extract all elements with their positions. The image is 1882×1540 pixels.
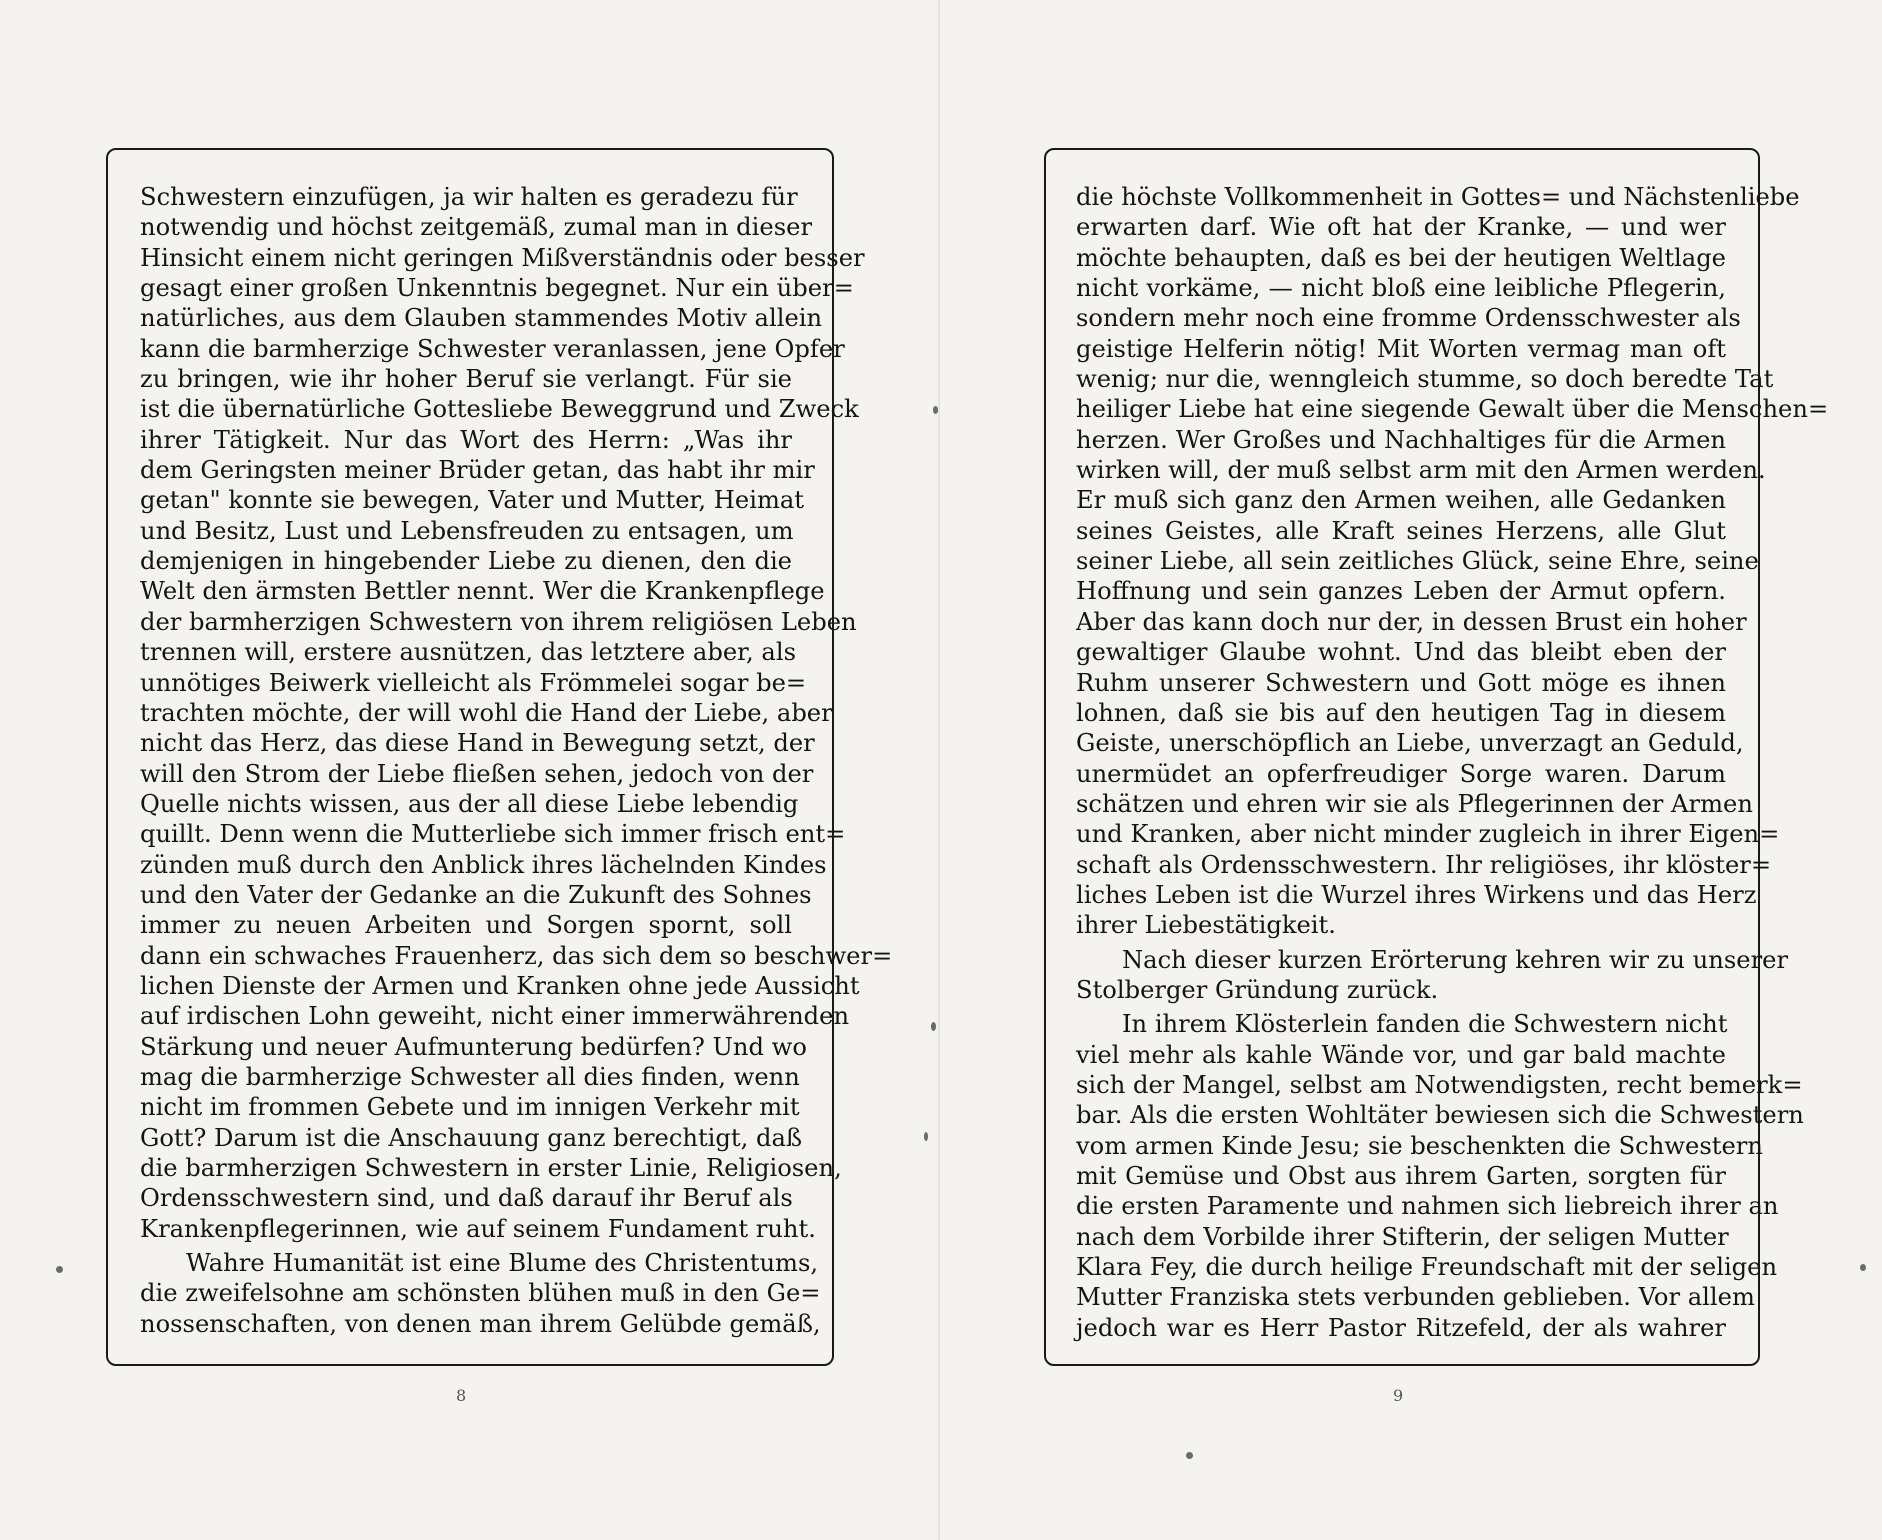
text-line: Stärkung und neuer Aufmunterung bedürfen? Und wo (140, 1032, 807, 1061)
text-line: nicht vorkäme, — nicht bloß eine leibliche Pflegerin, (1076, 274, 1726, 303)
text-line: nicht das Herz, das diese Hand in Bewegung setzt, der (140, 729, 815, 758)
paper-speck (1860, 1264, 1866, 1271)
text-line: geistige Helferin nötig! Mit Worten vermag man oft (1076, 334, 1726, 363)
text-line: die ersten Paramente und nahmen sich liebreich ihrer an (1076, 1192, 1779, 1221)
text-line: unnötiges Beiwerk vielleicht als Frömmelei sogar be= (140, 668, 807, 697)
right-page-text (1076, 182, 1829, 1343)
text-line: dem Geringsten meiner Brüder getan, das habt ihr mir (140, 456, 815, 485)
text-line: Hinsicht einem nicht geringen Mißverständnis oder besser (140, 243, 865, 272)
text-line: Gott? Darum ist die Anschauung ganz berechtigt, daß (140, 1123, 803, 1152)
text-line: sich der Mangel, selbst am Notwendigsten, recht bemerk= (1076, 1070, 1803, 1099)
paragraph-first-line: Wahre Humanität ist eine Blume des Christentums, (186, 1249, 819, 1278)
paragraph-first-line: Nach dieser kurzen Erörterung kehren wir zu unserer (1122, 945, 1789, 974)
text-line: Hoffnung und sein ganzes Leben der Armut opfern. (1076, 577, 1726, 606)
text-line: lichen Dienste der Armen und Kranken ohne jede Aussicht (140, 971, 860, 1000)
text-line: und den Vater der Gedanke an die Zukunft des Sohnes (140, 880, 812, 909)
text-line: erwarten darf. Wie oft hat der Kranke, — und wer (1076, 213, 1726, 242)
text-line: notwendig und höchst zeitgemäß, zumal man in dieser (140, 213, 813, 242)
text-line: quillt. Denn wenn die Mutterliebe sich immer frisch ent= (140, 820, 846, 849)
text-line: dann ein schwaches Frauenherz, das sich dem so beschwer= (140, 941, 893, 970)
paper-speck (924, 1132, 928, 1141)
text-line: und Kranken, aber nicht minder zugleich in ihrer Eigen= (1076, 820, 1780, 849)
text-line: wenig; nur die, wenngleich stumme, so doch beredte Tat (1076, 365, 1774, 394)
text-line: auf irdischen Lohn geweiht, nicht einer immerwährenden (140, 1002, 850, 1031)
text-line: schätzen und ehren wir sie als Pflegerinnen der Armen (1076, 789, 1753, 818)
text-line: trennen will, erstere ausnützen, das letztere aber, als (140, 638, 796, 667)
text-line: demjenigen in hingebender Liebe zu dienen, den die (140, 547, 792, 576)
text-line: immer zu neuen Arbeiten und Sorgen spornt, soll (140, 911, 792, 940)
text-line: die höchste Vollkommenheit in Gottes= und Nächstenliebe (1076, 183, 1800, 211)
text-line: sondern mehr noch eine fromme Ordensschwester als (1076, 304, 1741, 333)
text-line: trachten möchte, der will wohl die Hand der Liebe, aber (140, 698, 833, 727)
text-line: mag die barmherzige Schwester all dies finden, wenn (140, 1062, 800, 1091)
text-line: mit Gemüse und Obst aus ihrem Garten, sorgten für (1076, 1162, 1726, 1190)
left-page-text (140, 182, 893, 1339)
text-line: gesagt einer großen Unkenntnis begegnet. Nur ein über= (140, 274, 854, 303)
text-line: gewaltiger Glaube wohnt. Und das bleibt eben der (1076, 638, 1726, 667)
text-line: kann die barmherzige Schwester veranlassen, jene Opfer (140, 334, 845, 363)
text-line: vom armen Kinde Jesu; sie beschenkten die Schwestern (1076, 1131, 1763, 1160)
text-line: Mutter Franziska stets verbunden geblieben. Vor allem (1076, 1283, 1755, 1312)
text-line: ist die übernatürliche Gottesliebe Beweggrund und Zweck (140, 395, 859, 424)
text-line: will den Strom der Liebe fließen sehen, jedoch von der (140, 759, 814, 788)
text-line: unermüdet an opferfreudiger Sorge waren. Darum (1076, 759, 1726, 788)
paper-speck (1186, 1452, 1193, 1459)
text-line: nach dem Vorbilde ihrer Stifterin, der seligen Mutter (1076, 1222, 1729, 1251)
text-line: Klara Fey, die durch heilige Freundschaft mit der seligen (1076, 1253, 1778, 1282)
text-line: ihrer Tätigkeit. Nur das Wort des Herrn: „Was ihr (140, 425, 792, 454)
text-line: Schwestern einzufügen, ja wir halten es geradezu für (140, 183, 798, 211)
text-line: bar. Als die ersten Wohltäter bewiesen sich die Schwestern (1076, 1101, 1804, 1130)
text-line: zu bringen, wie ihr hoher Beruf sie verlangt. Für sie (140, 365, 792, 394)
text-line: ihrer Liebestätigkeit. (1076, 911, 1336, 940)
text-line: Welt den ärmsten Bettler nennt. Wer die Krankenpflege (140, 577, 825, 606)
text-line: wirken will, der muß selbst arm mit den Armen werden. (1076, 456, 1766, 485)
book-gutter (938, 0, 940, 1540)
text-line: die zweifelsohne am schönsten blühen muß in den Ge= (140, 1279, 821, 1308)
paragraph-first-line: In ihrem Klösterlein fanden die Schwestern nicht (1122, 1010, 1728, 1039)
paper-speck (56, 1266, 63, 1273)
text-line: Geiste, unerschöpflich an Liebe, unverzagt an Geduld, (1076, 729, 1744, 758)
text-line: die barmherzigen Schwestern in erster Linie, Religiosen, (140, 1154, 842, 1182)
text-line: liches Leben ist die Wurzel ihres Wirkens und das Herz (1076, 880, 1757, 909)
text-line: viel mehr als kahle Wände vor, und gar bald machte (1076, 1040, 1726, 1069)
text-line: nicht im frommen Gebete und im innigen Verkehr mit (140, 1093, 800, 1122)
text-line: Er muß sich ganz den Armen weihen, alle Gedanken (1076, 486, 1726, 515)
text-line: Krankenpflegerinnen, wie auf seinem Fundament ruht. (140, 1214, 816, 1243)
paper-speck (931, 1022, 936, 1031)
text-line: Aber das kann doch nur der, in dessen Brust ein hoher (1076, 607, 1747, 636)
text-line: nossenschaften, von denen man ihrem Gelübde gemäß, (140, 1309, 821, 1338)
text-line: lohnen, daß sie bis auf den heutigen Tag in diesem (1076, 698, 1726, 727)
page-number-left: 8 (456, 1386, 467, 1405)
text-line: natürliches, aus dem Glauben stammendes Motiv allein (140, 304, 823, 333)
paper-speck (933, 406, 938, 414)
text-line: und Besitz, Lust und Lebensfreuden zu entsagen, um (140, 516, 794, 545)
text-line: seiner Liebe, all sein zeitliches Glück, seine Ehre, seine (1076, 547, 1759, 576)
text-line: Stolberger Gründung zurück. (1076, 975, 1439, 1004)
text-line: getan" konnte sie bewegen, Vater und Mutter, Heimat (140, 486, 805, 515)
text-line: heiliger Liebe hat eine siegende Gewalt über die Menschen= (1076, 395, 1829, 424)
text-line: seines Geistes, alle Kraft seines Herzens, alle Glut (1076, 516, 1726, 545)
text-line: Quelle nichts wissen, aus der all diese Liebe lebendig (140, 789, 799, 818)
text-line: Ruhm unserer Schwestern und Gott möge es ihnen (1076, 668, 1726, 697)
text-line: schaft als Ordensschwestern. Ihr religiöses, ihr klöster= (1076, 850, 1772, 879)
page-number-right: 9 (1393, 1386, 1404, 1405)
text-line: herzen. Wer Großes und Nachhaltiges für die Armen (1076, 425, 1726, 454)
text-line: Ordensschwestern sind, und daß darauf ihr Beruf als (140, 1184, 793, 1213)
text-line: der barmherzigen Schwestern von ihrem religiösen Leben (140, 607, 857, 636)
text-line: jedoch war es Herr Pastor Ritzefeld, der als wahrer (1076, 1313, 1726, 1342)
text-line: zünden muß durch den Anblick ihres lächelnden Kindes (140, 850, 827, 879)
text-line: möchte behaupten, daß es bei der heutigen Weltlage (1076, 243, 1726, 272)
